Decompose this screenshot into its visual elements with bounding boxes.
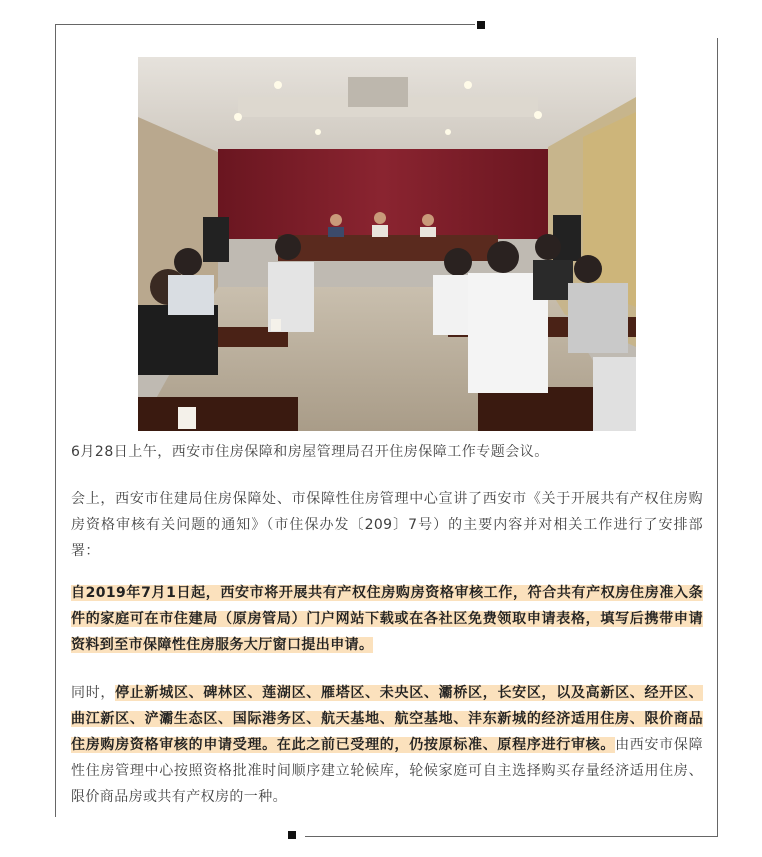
frame-line-top <box>55 24 475 25</box>
air-conditioner <box>348 77 408 107</box>
paper-cup <box>178 407 196 429</box>
ceiling-light <box>274 81 282 89</box>
official <box>330 214 342 226</box>
ceiling-light <box>464 81 472 89</box>
official <box>420 227 436 237</box>
attendee <box>535 234 561 260</box>
ceiling-light <box>234 113 242 121</box>
attendee <box>168 275 214 315</box>
ceiling-light <box>315 129 321 135</box>
speaker <box>203 217 229 262</box>
paragraph-tail: 由西安市保障性住房管理中心按照资格批准时间顺序建立轮候库，轮候家庭可自主选择购买存量经济适用住房、限价商品房或共有产权房的一种。 <box>71 737 703 805</box>
attendee <box>593 357 636 431</box>
meeting-illustration <box>138 57 636 431</box>
official <box>374 212 386 224</box>
frame-line-bottom <box>305 836 718 837</box>
paragraph-intro: 会上，西安市住建局住房保障处、市保障性住房管理中心宣讲了西安市《关于开展共有产权住房购房资格审核有关问题的通知》（市住保办发〔209〕7号）的主要内容并对相关工作进行了安排部署： <box>71 491 703 559</box>
attendee <box>174 248 202 276</box>
highlighted-suspension-text: 停止新城区、碑林区、莲湖区、雁塔区、未央区、灞桥区，长安区，以及高新区、经开区、曲江新区、浐灞生态区、国际港务区、航天基地、航空基地、沣东新城的经济适用住房、限价商品住房购房资格审核的申请受理。 <box>71 685 704 753</box>
attendee <box>275 234 301 260</box>
official <box>372 225 388 237</box>
attendee <box>487 241 519 273</box>
decor-square-bottom <box>288 831 296 839</box>
paragraph-lead: 同时， <box>71 685 116 701</box>
official <box>422 214 434 226</box>
frame-line-right <box>717 38 718 836</box>
photo-caption: 6月28日上午，西安市住房保障和房屋管理局召开住房保障工作专题会议。 <box>71 444 549 460</box>
attendee <box>444 248 472 276</box>
official <box>328 227 344 237</box>
decor-square-top <box>477 21 485 29</box>
attendee <box>138 305 218 375</box>
highlighted-prior-cases-text: 在此之前已受理的，仍按原标准、原程序进行审核。 <box>276 737 616 753</box>
attendee <box>568 283 628 353</box>
attendee <box>574 255 602 283</box>
attendee <box>533 260 573 300</box>
ceiling-light <box>445 129 451 135</box>
desk <box>138 397 298 431</box>
paragraph-policy <box>71 580 703 658</box>
frame-line-left <box>55 24 56 817</box>
highlighted-policy-text: 自2019年7月1日起，西安市将开展共有产权住房购房资格审核工作，符合共有产权房住房准入条件的家庭可在市住建局（原房管局）门户网站下载或在各社区免费领取申请表格，填写后携带申请资料到至市保障性住房服务大厅窗口提出申请。 <box>71 585 703 653</box>
paper-cup <box>271 319 281 331</box>
meeting-photo <box>138 57 636 431</box>
ceiling-light <box>534 111 542 119</box>
paragraph-suspension <box>71 680 703 810</box>
